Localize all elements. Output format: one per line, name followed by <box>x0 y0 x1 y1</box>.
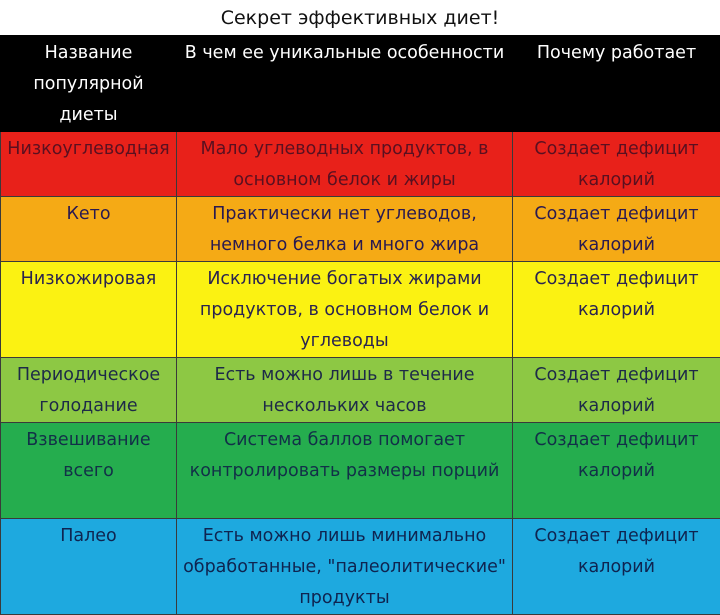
diet-name-cell: Низкоуглеводная <box>1 132 177 197</box>
table-row <box>1 519 720 615</box>
diet-name-cell: Периодическое голодание <box>1 358 177 423</box>
table-row <box>1 262 720 358</box>
diet-name-cell: Палео <box>1 519 177 615</box>
diet-name-cell: Кето <box>1 197 177 262</box>
diet-name-cell: Низкожировая <box>1 262 177 358</box>
diet-feature-cell: Есть можно лишь минимально обработанные, "палеолитические" продукты <box>177 519 513 615</box>
table-row <box>1 132 720 197</box>
diet-feature-cell: Практически нет углеводов, немного белка и много жира <box>177 197 513 262</box>
table-header-row <box>1 36 720 132</box>
column-header-why: Почему работает <box>513 36 720 132</box>
page-title: Секрет эффективных диет! <box>0 0 720 35</box>
diet-why-cell: Создает дефицит калорий <box>513 262 720 358</box>
diet-why-cell: Создает дефицит калорий <box>513 519 720 615</box>
table-row <box>1 197 720 262</box>
diet-feature-cell: Мало углеводных продуктов, в основном белок и жиры <box>177 132 513 197</box>
column-header-features: В чем ее уникальные особенности <box>177 36 513 132</box>
diet-feature-cell: Исключение богатых жирами продуктов, в основном белок и углеводы <box>177 262 513 358</box>
diet-why-cell: Создает дефицит калорий <box>513 358 720 423</box>
column-header-name: Название популярной диеты <box>1 36 177 132</box>
diet-why-cell: Создает дефицит калорий <box>513 423 720 519</box>
diet-why-cell: Создает дефицит калорий <box>513 132 720 197</box>
diet-feature-cell: Есть можно лишь в течение нескольких часов <box>177 358 513 423</box>
table-row <box>1 423 720 519</box>
diet-name-cell: Взвешивание всего <box>1 423 177 519</box>
diet-why-cell: Создает дефицит калорий <box>513 197 720 262</box>
table-row <box>1 358 720 423</box>
diet-table <box>0 35 720 615</box>
diet-feature-cell: Система баллов помогает контролировать размеры порций <box>177 423 513 519</box>
